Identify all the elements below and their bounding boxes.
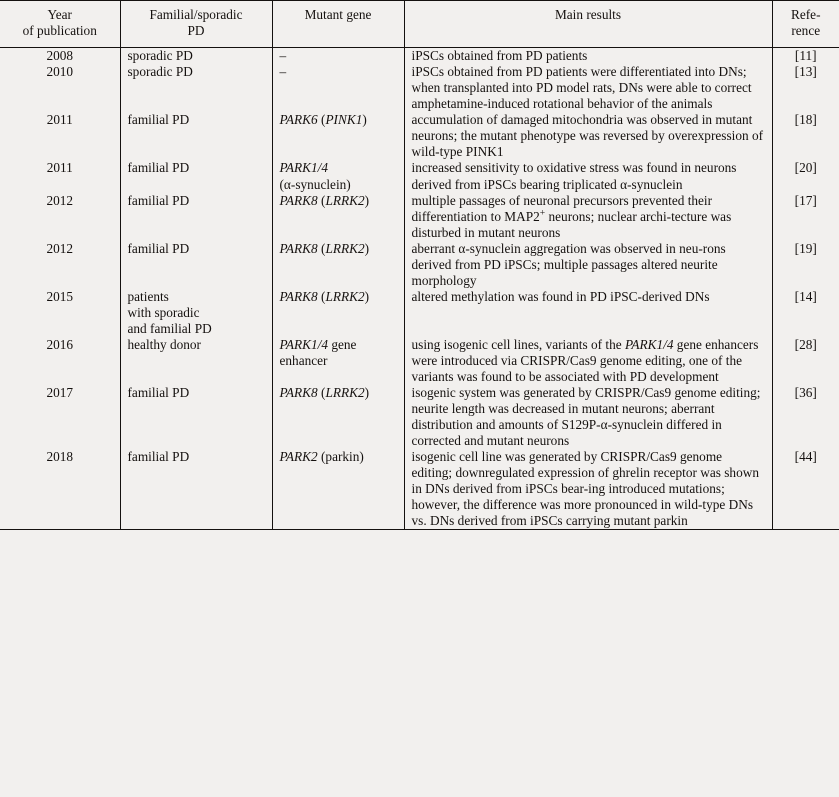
cell-results: altered methylation was found in PD iPSC-derived DNs: [404, 289, 772, 337]
cell-results: using isogenic cell lines, variants of the PARK1/4 gene enhancers were introduced via CRISPR/Cas9 genome editing, one of the variants was found to be associated with PD development: [404, 337, 772, 385]
table-row: [0, 193, 839, 241]
cell-gene: PARK6 (PINK1): [272, 112, 404, 160]
cell-year: 2012: [46, 192, 74, 208]
header-year-line1: Year: [47, 7, 72, 22]
header-type-line2: PD: [187, 22, 205, 38]
column-header-gene: [272, 1, 404, 48]
cell-year: 2012: [46, 240, 74, 256]
cell-reference: [13]: [772, 64, 839, 112]
header-results-text: Main results: [554, 7, 622, 22]
cell-type: familial PD: [120, 112, 272, 160]
cell-gene: PARK8 (LRRK2): [272, 289, 404, 337]
cell-type: patients with sporadic and familial PD: [120, 289, 272, 337]
cell-reference: [28]: [772, 337, 839, 385]
cell-gene: PARK8 (LRRK2): [272, 385, 404, 449]
cell-year: 2017: [46, 384, 74, 400]
column-header-results: [404, 1, 772, 48]
cell-gene: PARK2 (parkin): [272, 449, 404, 530]
cell-results: accumulation of damaged mitochondria was observed in mutant neurons; the mutant phenotype was reversed by overexpression of wild-type PINK1: [404, 112, 772, 160]
header-gene-text: Mutant gene: [304, 7, 372, 22]
header-year-line2: of publication: [22, 22, 97, 38]
column-header-type: [120, 1, 272, 48]
table-header: [0, 1, 839, 48]
cell-year: 2018: [0, 449, 120, 530]
column-header-year: [0, 1, 120, 48]
cell-results: iPSCs obtained from PD patients: [404, 48, 772, 65]
table-row: [0, 241, 839, 289]
header-ref-line2: rence: [791, 22, 821, 38]
header-row: [0, 1, 839, 48]
cell-results: aberrant α-synuclein aggregation was observed in neu-rons derived from PD iPSCs; multiple passages altered neurite morphology: [404, 241, 772, 289]
cell-type: familial PD: [120, 193, 272, 241]
table-row: [0, 160, 839, 192]
cell-results: iPSCs obtained from PD patients were differentiated into DNs; when transplanted into PD model rats, DNs were able to correct amphetamine-induced rotational behavior of the animals: [404, 64, 772, 112]
cell-reference: [11]: [772, 48, 839, 65]
header-ref-line1: Refe-: [790, 7, 821, 22]
cell-gene: –: [272, 48, 404, 65]
column-header-reference: [772, 1, 839, 48]
cell-type: sporadic PD: [120, 48, 272, 65]
table-row: [0, 48, 839, 65]
cell-reference: [36]: [772, 385, 839, 449]
cell-reference: [17]: [772, 193, 839, 241]
cell-results: increased sensitivity to oxidative stress was found in neurons derived from iPSCs bearing triplicated α-synuclein: [404, 160, 772, 192]
cell-type: familial PD: [120, 385, 272, 449]
cell-type: familial PD: [120, 241, 272, 289]
cell-reference: [14]: [772, 289, 839, 337]
cell-type: sporadic PD: [120, 64, 272, 112]
table-body: [0, 48, 839, 529]
cell-reference: [18]: [772, 112, 839, 160]
cell-results: isogenic cell line was generated by CRISPR/Cas9 genome editing; downregulated expression of ghrelin receptor was shown in DNs derived from iPSCs bear-ing introduced mutations; however, the difference was more pronounced in wild-type DNs vs. DNs derived from iPSCs carrying mutant parkin: [404, 449, 772, 530]
cell-gene: PARK8 (LRRK2): [272, 193, 404, 241]
cell-reference: [44]: [772, 449, 839, 530]
cell-gene: –: [272, 64, 404, 112]
cell-type: healthy donor: [120, 337, 272, 385]
cell-year: 2016: [46, 336, 74, 352]
cell-year: 2008: [46, 48, 74, 64]
table-row: [0, 449, 839, 530]
cell-reference: [20]: [772, 160, 839, 192]
cell-year: 2015: [46, 288, 74, 304]
table-row: [0, 385, 839, 449]
cell-gene: PARK8 (LRRK2): [272, 241, 404, 289]
cell-type: familial PD: [120, 160, 272, 192]
cell-gene: PARK1/4 gene enhancer: [272, 337, 404, 385]
cell-reference: [19]: [772, 241, 839, 289]
header-type-line1: Familial/sporadic: [149, 7, 243, 22]
table-row: [0, 337, 839, 385]
cell-year: 2011: [46, 112, 73, 128]
table-row: [0, 112, 839, 160]
cell-gene: PARK1/4 (α-synuclein): [272, 160, 404, 192]
cell-year: 2011: [46, 160, 73, 176]
cell-results: isogenic system was generated by CRISPR/Cas9 genome editing; neurite length was decreased in mutant neurons; aberrant distribution and amounts of S129P-α-synuclein differed in corrected and mutant neurons: [404, 385, 772, 449]
cell-results: multiple passages of neuronal precursors prevented their differentiation to MAP2+ neurons; nuclear archi-tecture was disturbed in mutant neurons: [404, 193, 772, 241]
table-row: [0, 289, 839, 337]
cell-year: 2010: [46, 64, 74, 80]
cell-type: familial PD: [120, 449, 272, 530]
table-row: [0, 64, 839, 112]
